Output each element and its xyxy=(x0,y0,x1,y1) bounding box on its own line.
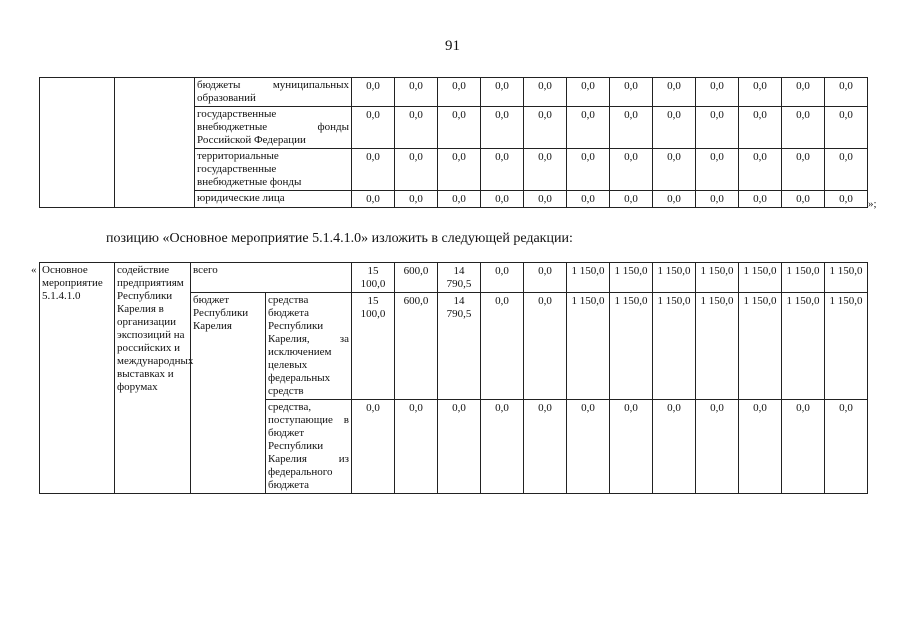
value-cell: 1 150,0 xyxy=(610,293,653,400)
value-cell: 0,0 xyxy=(653,107,696,149)
value-cell: 1 150,0 xyxy=(696,293,739,400)
value-cell: 14 790,5 xyxy=(438,293,481,400)
value-cell: 0,0 xyxy=(653,400,696,494)
value-cell: 0,0 xyxy=(352,400,395,494)
value-cell: 15 100,0 xyxy=(352,293,395,400)
value-cell: 0,0 xyxy=(610,191,653,208)
value-cell: 0,0 xyxy=(696,107,739,149)
value-cell: 0,0 xyxy=(739,400,782,494)
value-cell: 0,0 xyxy=(567,400,610,494)
value-cell: 0,0 xyxy=(395,191,438,208)
value-cell: 0,0 xyxy=(481,263,524,293)
value-cell: 0,0 xyxy=(481,78,524,107)
value-cell: 0,0 xyxy=(481,191,524,208)
value-cell: 0,0 xyxy=(825,78,868,107)
source-cell: средства бюджета Республики Карелия, за исключением целевых федеральных средств xyxy=(266,293,352,400)
activity-funding-table xyxy=(39,262,868,494)
value-cell: 0,0 xyxy=(524,293,567,400)
value-cell: 0,0 xyxy=(696,78,739,107)
value-cell: 0,0 xyxy=(352,191,395,208)
value-cell: 0,0 xyxy=(481,149,524,191)
value-cell: 1 150,0 xyxy=(567,293,610,400)
value-cell: 0,0 xyxy=(567,191,610,208)
value-cell: 0,0 xyxy=(696,400,739,494)
empty-cell xyxy=(115,78,195,208)
value-cell: 0,0 xyxy=(782,107,825,149)
value-cell: 0,0 xyxy=(481,400,524,494)
value-cell: 0,0 xyxy=(438,78,481,107)
value-cell: 0,0 xyxy=(438,191,481,208)
value-cell: 0,0 xyxy=(825,107,868,149)
amendment-instruction: позицию «Основное мероприятие 5.1.4.1.0» изложить в следующей редакции: xyxy=(106,231,573,246)
value-cell: 0,0 xyxy=(352,107,395,149)
value-cell: 0,0 xyxy=(610,78,653,107)
value-cell: 0,0 xyxy=(739,191,782,208)
value-cell: 0,0 xyxy=(352,78,395,107)
value-cell: 0,0 xyxy=(610,149,653,191)
table-row xyxy=(40,78,868,107)
opening-quote: « xyxy=(31,264,37,276)
source-cell: средства, поступающие в бюджет Республики Карелия из федерального бюджета xyxy=(266,400,352,494)
source-cell: территориальные государственные внебюджетные фонды xyxy=(195,149,352,191)
activity-description-cell: содействие предприятиям Республики Карелия в организации экспозиций на российских и международных выставках и форумах xyxy=(115,263,191,494)
value-cell: 0,0 xyxy=(438,400,481,494)
page-number: 91 xyxy=(445,38,460,54)
value-cell: 0,0 xyxy=(825,191,868,208)
value-cell: 0,0 xyxy=(653,149,696,191)
value-cell: 1 150,0 xyxy=(653,293,696,400)
value-cell: 1 150,0 xyxy=(696,263,739,293)
value-cell: 1 150,0 xyxy=(567,263,610,293)
value-cell: 1 150,0 xyxy=(825,263,868,293)
table-row xyxy=(40,263,868,293)
value-cell: 0,0 xyxy=(395,400,438,494)
value-cell: 0,0 xyxy=(481,107,524,149)
value-cell: 0,0 xyxy=(524,263,567,293)
value-cell: 0,0 xyxy=(739,107,782,149)
value-cell: 0,0 xyxy=(524,107,567,149)
empty-cell xyxy=(40,78,115,208)
value-cell: 0,0 xyxy=(395,107,438,149)
source-cell: юридические лица xyxy=(195,191,352,208)
activity-title-cell: Основное мероприятие 5.1.4.1.0 xyxy=(40,263,115,494)
value-cell: 600,0 xyxy=(395,263,438,293)
source-cell: бюджеты муниципальных образований xyxy=(195,78,352,107)
value-cell: 0,0 xyxy=(610,400,653,494)
value-cell: 0,0 xyxy=(825,149,868,191)
value-cell: 0,0 xyxy=(438,149,481,191)
value-cell: 14 790,5 xyxy=(438,263,481,293)
value-cell: 0,0 xyxy=(395,149,438,191)
value-cell: 0,0 xyxy=(352,149,395,191)
value-cell: 0,0 xyxy=(782,191,825,208)
value-cell: 1 150,0 xyxy=(782,263,825,293)
value-cell: 0,0 xyxy=(524,149,567,191)
value-cell: 0,0 xyxy=(610,107,653,149)
value-cell: 0,0 xyxy=(739,78,782,107)
value-cell: 15 100,0 xyxy=(352,263,395,293)
source-cell: государственные внебюджетные фонды Российской Федерации xyxy=(195,107,352,149)
value-cell: 1 150,0 xyxy=(653,263,696,293)
value-cell: 1 150,0 xyxy=(739,263,782,293)
value-cell: 0,0 xyxy=(653,78,696,107)
value-cell: 600,0 xyxy=(395,293,438,400)
value-cell: 0,0 xyxy=(438,107,481,149)
value-cell: 0,0 xyxy=(395,78,438,107)
value-cell: 0,0 xyxy=(524,191,567,208)
value-cell: 0,0 xyxy=(567,107,610,149)
value-cell: 1 150,0 xyxy=(825,293,868,400)
budget-label-cell: бюджет Республики Карелия xyxy=(191,293,266,494)
closing-quote: »; xyxy=(868,198,877,210)
value-cell: 0,0 xyxy=(782,78,825,107)
value-cell: 0,0 xyxy=(567,78,610,107)
value-cell: 0,0 xyxy=(524,400,567,494)
value-cell: 0,0 xyxy=(739,149,782,191)
value-cell: 0,0 xyxy=(653,191,696,208)
value-cell: 1 150,0 xyxy=(610,263,653,293)
value-cell: 0,0 xyxy=(567,149,610,191)
value-cell: 0,0 xyxy=(696,191,739,208)
value-cell: 0,0 xyxy=(782,400,825,494)
value-cell: 0,0 xyxy=(696,149,739,191)
total-label-cell: всего xyxy=(191,263,352,293)
value-cell: 0,0 xyxy=(524,78,567,107)
value-cell: 1 150,0 xyxy=(739,293,782,400)
value-cell: 1 150,0 xyxy=(782,293,825,400)
funding-table-continuation xyxy=(39,77,868,208)
value-cell: 0,0 xyxy=(782,149,825,191)
value-cell: 0,0 xyxy=(825,400,868,494)
value-cell: 0,0 xyxy=(481,293,524,400)
